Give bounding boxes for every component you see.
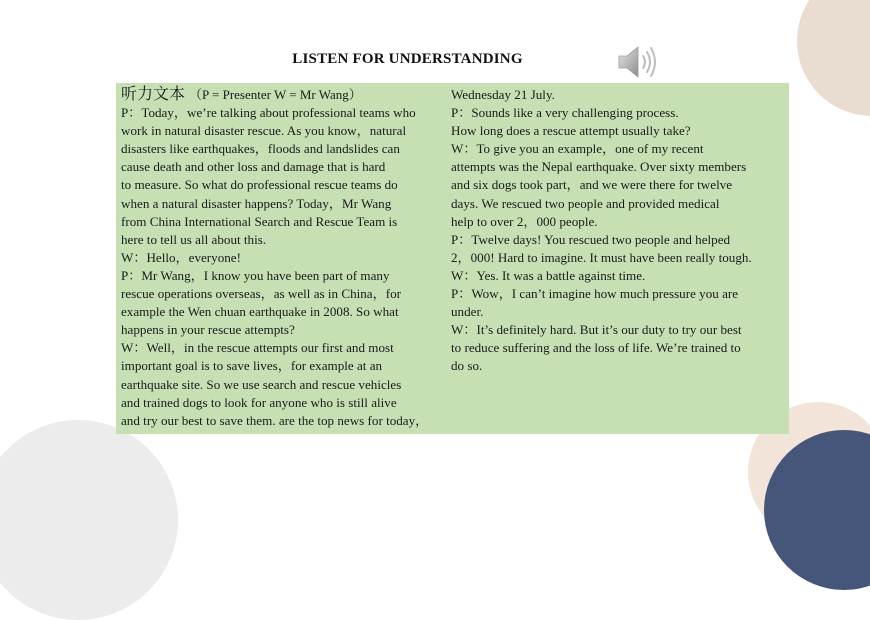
- transcript-line: W：Hello，everyone!: [121, 249, 241, 265]
- transcript-line: disasters like earthquakes，floods and landslides can: [121, 141, 400, 157]
- transcript-line: help to over 2，000 people.: [451, 213, 598, 229]
- transcript-line: and try our best to save them. are the top news for today，: [121, 412, 429, 428]
- transcript-line: P：Wow，I can’t imagine how much pressure you are: [451, 286, 739, 302]
- transcript-heading-cn: 听力文本: [121, 86, 186, 103]
- transcript-line: W：Yes. It was a battle against time.: [451, 267, 646, 283]
- transcript-line: under.: [451, 304, 484, 320]
- transcript-line: from China International Search and Rescue Team is: [121, 213, 398, 229]
- transcript-line: days. We rescued two people and provided medical: [451, 195, 720, 211]
- transcript-line: and trained dogs to look for anyone who is still alive: [121, 394, 397, 410]
- decorative-circle-gray: [0, 420, 178, 620]
- transcript-line: here to tell us all about this.: [121, 231, 267, 247]
- transcript-line: P：Today，we’re talking about professional teams who: [121, 105, 416, 121]
- transcript-heading: [121, 86, 454, 104]
- transcript-line: and six dogs took part，and we were there for twelve: [451, 177, 733, 193]
- transcript-right-lines: [451, 86, 787, 376]
- transcript-right-column: [451, 86, 787, 376]
- page-title: LISTEN FOR UNDERSTANDING: [292, 51, 523, 67]
- transcript-left-column: [121, 86, 454, 430]
- transcript-line: to measure. So what do professional rescue teams do: [121, 177, 398, 193]
- transcript-line: How long does a rescue attempt usually take?: [451, 123, 691, 139]
- speaker-icon[interactable]: [616, 42, 664, 82]
- transcript-line: P：Sounds like a very challenging process.: [451, 105, 679, 121]
- transcript-line: Wednesday 21 July.: [451, 87, 555, 102]
- transcript-line: example the Wen chuan earthquake in 2008. So what: [121, 304, 399, 320]
- transcript-line: rescue operations overseas，as well as in China，for: [121, 286, 401, 302]
- transcript-line: to reduce suffering and the loss of life. We’re trained to: [451, 340, 741, 356]
- transcript-line: W：To give you an example，one of my recent: [451, 141, 704, 157]
- transcript-line: do so.: [451, 358, 483, 374]
- transcript-panel: [116, 83, 789, 434]
- transcript-line: cause death and other loss and damage that is hard: [121, 159, 386, 175]
- transcript-line: earthquake site. So we use search and rescue vehicles: [121, 376, 402, 392]
- transcript-left-lines: [121, 104, 454, 430]
- transcript-line: P：Mr Wang，I know you have been part of many: [121, 267, 390, 283]
- transcript-line: happens in your rescue attempts?: [121, 322, 295, 338]
- transcript-line: when a natural disaster happens? Today，Mr Wang: [121, 195, 392, 211]
- transcript-line: 2，000! Hard to imagine. It must have been really tough.: [451, 249, 752, 265]
- transcript-line: W：It’s definitely hard. But it’s our duty to try our best: [451, 322, 742, 338]
- transcript-line: W：Well，in the rescue attempts our first and most: [121, 340, 394, 356]
- transcript-line: P：Twelve days! You rescued two people and helped: [451, 231, 731, 247]
- transcript-line: work in natural disaster rescue. As you know，natural: [121, 123, 407, 139]
- speaker-key: （P = Presenter W = Mr Wang）: [189, 87, 362, 102]
- transcript-line: attempts was the Nepal earthquake. Over sixty members: [451, 159, 747, 175]
- transcript-line: important goal is to save lives，for example at an: [121, 358, 383, 374]
